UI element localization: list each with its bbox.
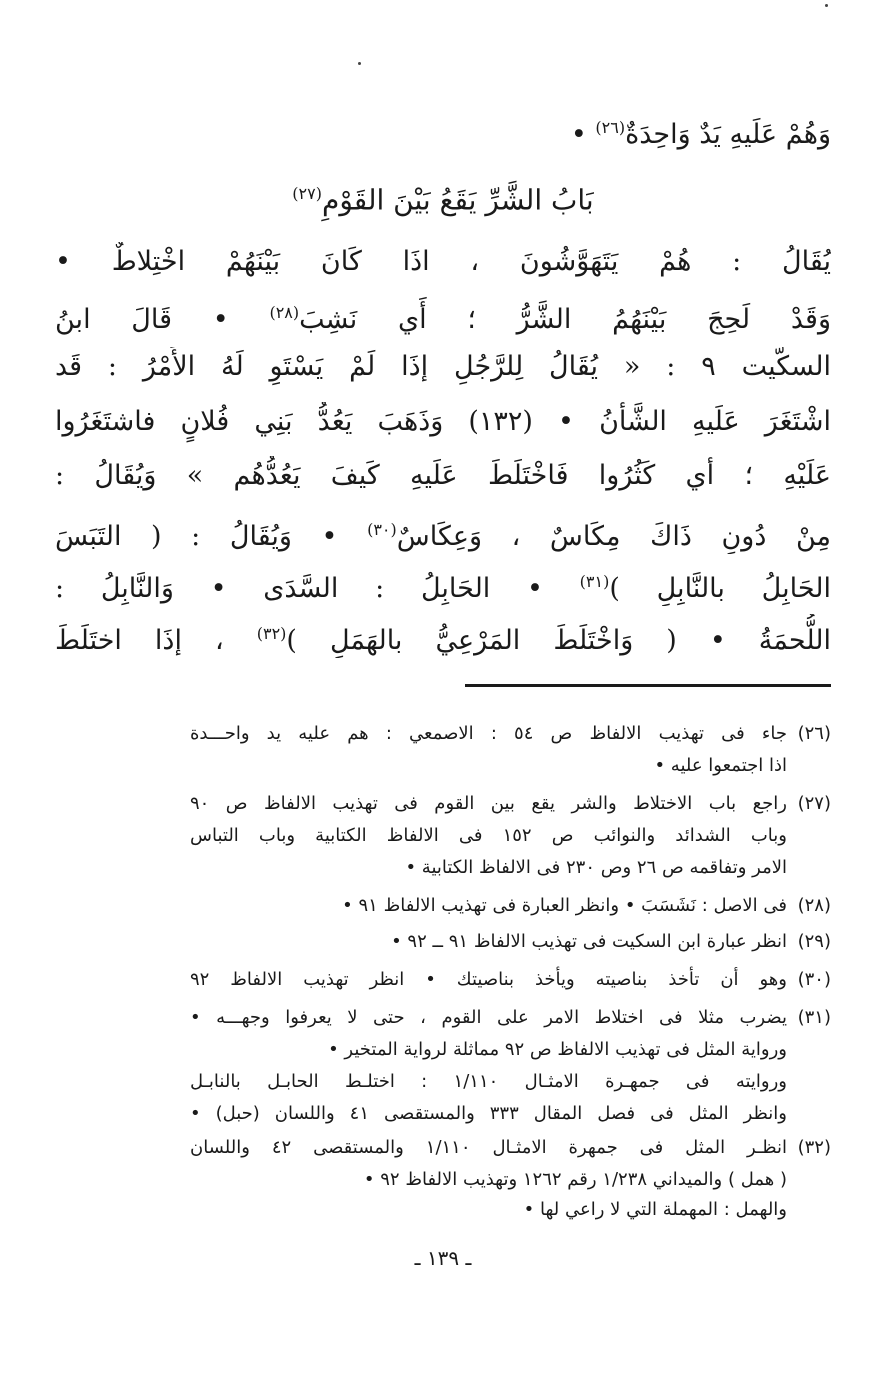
main-text-run: وَقَدْ لَحِجَ بَيْنَهُمُ الشَّرُّ ؛ أَي نَشِبَ: [299, 304, 831, 335]
main-text-line-7: [55, 510, 831, 554]
footnote-31-line-4: وانظر المثل فى فصل المقال ٣٣٣ والمستقصى ٤١ واللسان (حبل) •: [190, 1103, 787, 1124]
main-text-run: ، إذَا اختَلَطَ: [55, 625, 257, 656]
main-text-line-8: [55, 562, 831, 606]
footnote-27-line-1: [190, 790, 831, 820]
footnote-31-line-2: ورواية المثل فى تهذيب الالفاظ ص ٩٢ مماثلة لرواية المتخير •: [328, 1039, 787, 1060]
footnote-number: (٢٦): [797, 723, 831, 744]
footnote-number: (٣١): [797, 1007, 831, 1028]
footnote-29-line-1: [391, 928, 831, 958]
footnote-31-line-1: [190, 1004, 831, 1034]
footnote-32-line-3: والهمل : المهملة التي لا راعي لها •: [523, 1199, 787, 1220]
main-text-run: •: [570, 119, 596, 150]
main-text-run: وَهُمْ عَلَيهِ يَدٌ وَاحِدَةٌ: [625, 119, 831, 150]
footnote-27-line-3: الامر وتفاقمه ص ٢٦ وص ٢٣٠ فى الالفاظ الكتابية •: [405, 857, 787, 878]
footnote-ref-30: (٣٠): [367, 520, 397, 539]
footnote-32-line-1: [190, 1134, 831, 1164]
footnote-number: (٢٨): [797, 895, 831, 916]
main-text-run: الحَابِلُ بالنَّابِلِ ): [609, 573, 831, 604]
footnote-30-line-1: [190, 966, 831, 996]
footnote-divider: [465, 684, 831, 687]
footnote-ref-28: (٢٨): [269, 303, 300, 322]
footnote-27-line-2: وباب الشدائد والنوائب ص ١٥٢ فى الالفاظ الكتابية وباب التباس: [190, 825, 787, 846]
main-text-run: • قَالَ ابنُ: [55, 304, 270, 335]
footnote-ref-31: (٣١): [579, 572, 610, 591]
footnote-26-line-1: [190, 720, 831, 750]
section-heading: [180, 172, 706, 220]
main-text-run: • وَيُقَالُ : ( التَبَسَ: [55, 521, 368, 552]
main-text-line-5: اشْتَغَرَ عَلَيهِ الشَّأنُ • (١٣٢) وَذَهَبَ يَعُدُّ بَنِي فُلانٍ فاشتَغَرُوا: [55, 406, 831, 437]
footnote-text: انظـر المثل فى جمهرة الامثـال ١/١١٠ والمستقصى ٤٢ واللسان: [190, 1137, 787, 1158]
footnote-text: راجع باب الاختلاط والشر يقع بين القوم فى تهذيب الالفاظ ص ٩٠: [190, 793, 787, 814]
main-text-run: مِنْ دُونِ ذَاكَ مِكَاسٌ ، وَعِكَاسٌ: [396, 521, 831, 552]
footnote-text: وهو أن تأخذ بناصيته ويأخذ بناصيتك • انظر تهذيب الالفاظ ٩٢: [190, 969, 787, 990]
footnote-number: (٣٢): [797, 1137, 831, 1158]
footnote-ref-32: (٣٢): [256, 624, 287, 643]
footnote-text: جاء فى تهذيب الالفاظ ص ٥٤ : الاصمعي : هم عليه يد واحـــدة: [190, 723, 787, 744]
main-text-line-6: عَلَيْهِ ؛ أَي كَثُرُوا فَاخْتَلَطَ عَلَيهِ كَيفَ يَعُدُّهُم » وَيُقَالُ :: [55, 460, 831, 491]
footnote-text: فى الاصل : نَشَسَبَ • وانظر العبارة فى تهذيب الالفاظ ٩١ •: [342, 895, 787, 916]
footnote-number: (٢٩): [797, 931, 831, 952]
footnote-31-line-3: وروايته فى جمهـرة الامثـال ١/١١٠ : اختلـط الحابـل بالنابـل: [190, 1071, 787, 1092]
main-text-line-3: [55, 293, 831, 337]
main-text-line-1: [571, 108, 831, 152]
page-number: ـ ١٣٩ ـ: [414, 1246, 472, 1270]
footnote-28-line-1: [342, 892, 831, 922]
footnote-26-line-2: اذا اجتمعوا عليه •: [654, 755, 787, 776]
scan-speck: [358, 62, 361, 65]
footnote-ref-26: (٢٦): [595, 118, 626, 137]
footnote-number: (٢٧): [797, 793, 831, 814]
section-heading-text: بَابُ الشَّرِّ يَقَعُ بَيْنَ القَوْمِ: [321, 183, 594, 217]
main-text-run: • الحَابِلُ : السَّدَى • وَالنَّابِلُ :: [55, 573, 580, 604]
footnote-text: يضرب مثلا فى اختلاط الامر على القوم ، حتى لا يعرفوا وجهـــه •: [190, 1007, 787, 1028]
footnote-number: (٣٠): [797, 969, 831, 990]
scan-speck: [825, 4, 828, 7]
main-text-line-2: يُقَالُ : هُمْ يَتَهَوَّشُونَ ، اذَا كَانَ بَيْنَهُمْ اخْتِلاطٌ •: [55, 246, 831, 277]
main-text-run: اللُّحمَةُ • ( وَاخْتَلَطَ المَرْعِيُّ بالهَمَلِ ): [286, 625, 831, 656]
main-text-line-4: السكّيت ٩ : « يُقَالُ لِلرَّجُلِ إذَا لَمْ يَسْتَوِ لَهُ الأَمْرُ : قَد: [55, 351, 831, 382]
footnote-ref-27: (٢٧): [292, 184, 322, 203]
footnote-32-line-2: ( همل ) والميداني ١/٢٣٨ رقم ١٢٦٢ وتهذيب الالفاظ ٩٢ •: [363, 1169, 787, 1190]
main-text-line-9: [55, 614, 831, 658]
footnote-text: انظر عبارة ابن السكيت فى تهذيب الالفاظ ٩١ ــ ٩٢ •: [391, 931, 787, 952]
